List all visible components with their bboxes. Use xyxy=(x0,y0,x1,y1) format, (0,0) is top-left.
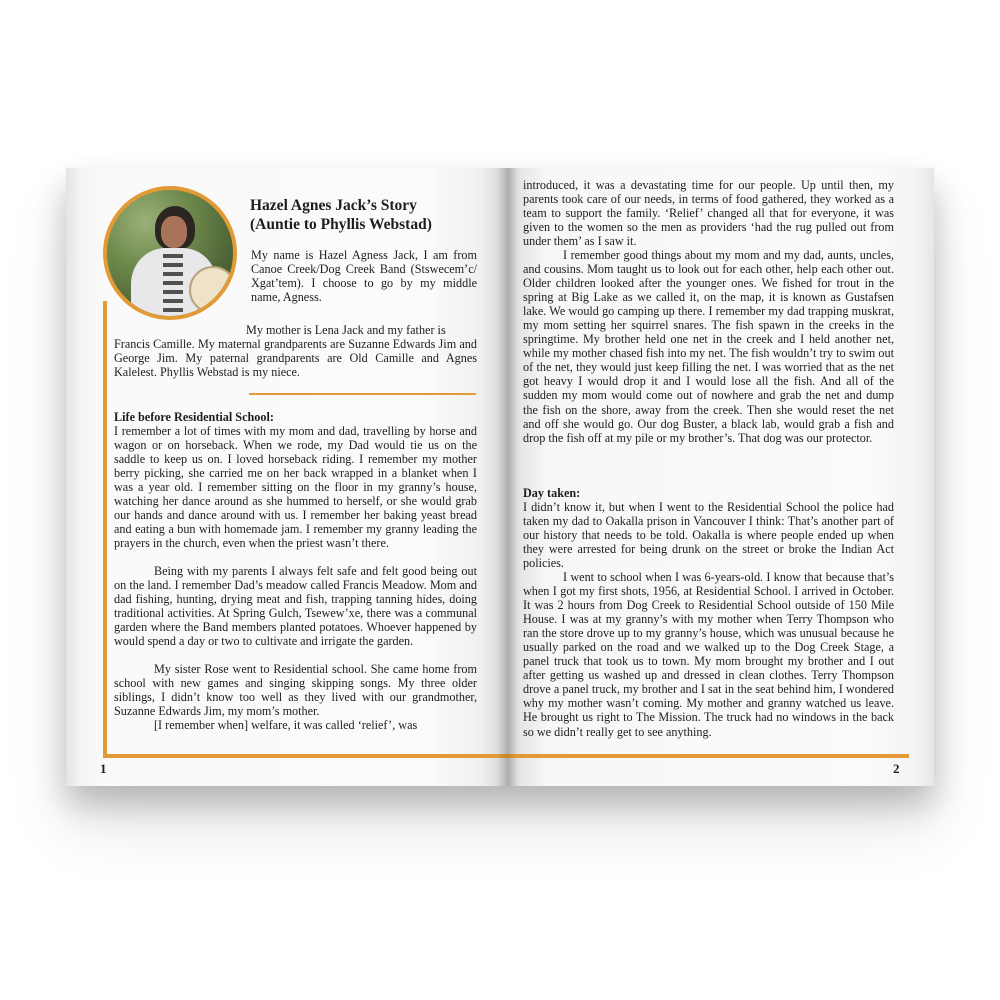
accent-frame-bottom-right xyxy=(507,754,909,758)
title-line-1: Hazel Agnes Jack’s Story xyxy=(250,197,417,214)
intro-paragraph: My name is Hazel Agness Jack, I am from Canoe Creek/Dog Creek Band (Stswecem’c/ Xgat’tem). I choose to go by my middle name, Agness. xyxy=(251,248,477,305)
book-spine-shadow xyxy=(497,168,517,786)
section-divider xyxy=(249,393,476,395)
paragraph-3: My sister Rose went to Residential school. She came home from school with new games and singing skipping songs. My three older siblings, I didn’t know too well as they lived with our grandmother, Suzanne Edwards Jim, my mom’s mother. xyxy=(114,662,477,719)
portrait-photo xyxy=(103,186,237,320)
accent-frame-vertical xyxy=(103,301,107,758)
paragraph-4: [I remember when] welfare, it was called ‘relief’, was xyxy=(154,718,418,732)
title-line-2: (Auntie to Phyllis Webstad) xyxy=(250,216,432,233)
page-number-left: 1 xyxy=(100,761,107,776)
parents-paragraph: Francis Camille. My maternal grandparents are Suzanne Edwards Jim and George Jim. My paternal grandparents are Old Camille and Agnes Kalelest. Phyllis Webstad is my niece. xyxy=(114,337,477,380)
page-number-right: 2 xyxy=(893,761,900,776)
open-booklet xyxy=(66,168,934,786)
left-page xyxy=(66,168,507,786)
paragraph-2: Being with my parents I always felt safe and felt good being out on the land. I remember Dad’s meadow called Francis Meadow. Mom and dad fishing, hunting, drying meat and fish, trapping tanning hides, doing traditional activities. At Spring Gulch, Tsewew’xe, there was a communal garden where the Band members planted potatoes. Whoever happened by would spend a day or two to cultivate and irrigate the garden. xyxy=(114,564,477,649)
right-paragraph-1: introduced, it was a devastating time for our people. Up until then, my parents took care of our needs, in terms of food gathered, they worked as a team to support the family. ‘Relief’ changed all that for everyone, it was given to the women so the men as providers ‘had the rug pulled out from under them’ as I saw it. xyxy=(523,178,894,249)
section-heading-life-before: Life before Residential School: xyxy=(114,410,274,424)
hand-drum-icon xyxy=(189,266,237,314)
right-page xyxy=(507,168,934,786)
story-title xyxy=(250,196,432,234)
right-paragraph-4: I went to school when I was 6-years-old. I know that because that’s when I got my first shots, 1956, at Residential School. I arrived in October. It was 2 hours from Dog Creek to Residential School outside of 150 Mile House. I was at my granny’s with my mother when Terry Thompson who ran the store drove up to my granny’s house, which was unusual because he usually parked on the road and we walked up to the Dog Creek Stage, a panel truck that took us to town. My mom brought my brother and I out after getting us washed up and dressed in clean clothes. Terry Thompson drove a panel truck, my brother and I sat in the seat behind him, I wondered why my mother wasn’t coming. My mother and granny watched us leave. He brought us right to The Mission. The truck had no windows in the back so we didn’t really get to see anything. xyxy=(523,570,894,739)
section-heading-day-taken: Day taken: xyxy=(523,486,581,500)
right-paragraph-2: I remember good things about my mom and my dad, aunts, uncles, and cousins. Mom taught us to look out for each other, help each other out. Older children looked after the younger ones. We fished for trout in the spring at Big Lake as we called it, on the map, it is known as Gustafsen lake. We would go camping up there. I remember my dad trapping muskrat, my mom setting her squirrel snares. The fish spawn in the creeks in the springtime. My brother held one net in the creek and I held another net, while my mother chased fish into my net. The fish wouldn’t try to swim out of the net, they would just keep filling the net. I was worried that as the net got heavy I would drop it and I would lose all the fish. And all of the sudden my mom would come out of nowhere and grab the net and dump the fish on the shore, away from the creek. Then she would reset the net and off she would go. Our dog Buster, a black lab, would grab a fish and drop the fish off at my pile or my brother’s. That dog was our protector. xyxy=(523,248,894,445)
parents-first-line: My mother is Lena Jack and my father is xyxy=(246,323,446,337)
right-paragraph-3: I didn’t know it, but when I went to the Residential School the police had taken my dad to Oakalla prison in Vancouver I think: That’s another part of our history that needs to be told. Oakalla is where people ended up when they were arrested for being drunk on the street or broke the Indian Act policies. xyxy=(523,500,894,571)
paragraph-1: I remember a lot of times with my mom and dad, travelling by horse and wagon or on horseback. When we rode, my Dad would tie us on the saddle to keep us on. I loved horseback riding. I remember my mother berry picking, she carried me on her back wrapped in a blanket when I was a year old. I remember sitting on the floor in my granny’s house, watching her dance around as she hummed to herself, or she would grab our hands and dance around with us. I remember her baking yeast bread and eating a bun with homemade jam. I remember my granny leading the prayers in the church, even when the priest wasn’t there. xyxy=(114,424,477,551)
accent-frame-bottom-left xyxy=(103,754,507,758)
